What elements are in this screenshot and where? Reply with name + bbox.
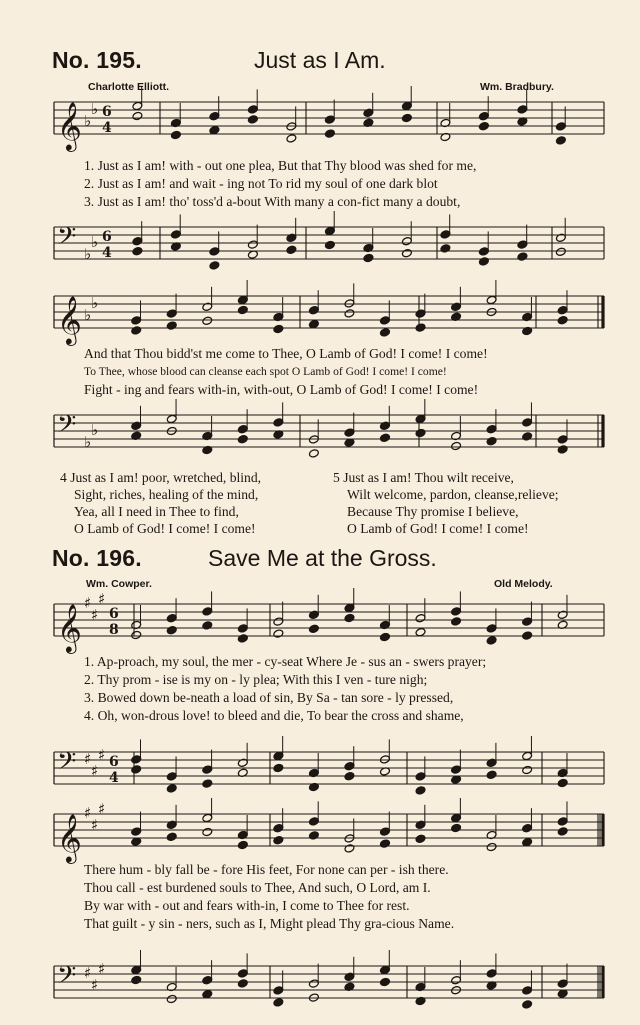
note-head (555, 136, 566, 145)
hymn-195-author: Charlotte Elliott. (88, 81, 170, 93)
note-head (478, 122, 489, 131)
sharp-icon: ♯ (84, 594, 92, 612)
verse-4-line-4: O Lamb of God! I come! I come! (74, 521, 256, 536)
note-head (202, 827, 213, 836)
time-signature-top: 6 (102, 104, 112, 120)
note-head (132, 247, 143, 256)
note-head (131, 975, 142, 984)
hymn-196-composer: Old Melody. (494, 578, 553, 590)
flat-icon: ♭ (91, 294, 99, 312)
verse-5-line-1: 5 Just as I am! Thou wilt receive, (333, 470, 514, 485)
note-head (557, 827, 568, 836)
hymn-196-verse-4-line-b: That guilt - y sin - ners, such as I, Might plead Thy gra-cious Name. (84, 916, 455, 931)
hymn-196-system-2-treble-staff (52, 800, 608, 862)
hymn-196-verse-3-line-b: By war with - out and fears with-in, I come to Thee for rest. (84, 898, 410, 913)
sharp-icon: ♯ (84, 750, 92, 768)
note-head (415, 428, 426, 437)
note-head (324, 129, 335, 138)
hymn-195-verse-1-line-b: And that Thou bidd'st me come to Thee, O Lamb of God! I come! I come! (84, 346, 488, 361)
hymn-196-system-1-treble-staff (52, 590, 608, 652)
time-signature-top: 6 (102, 229, 112, 245)
sharp-icon: ♯ (91, 762, 99, 780)
flat-icon: ♭ (91, 421, 99, 439)
note-head (209, 261, 220, 270)
hymn-195-title: Just as I Am. (254, 47, 386, 73)
time-signature-top: 6 (109, 606, 119, 622)
note-head (202, 316, 213, 325)
hymn-196-verse-1-line-b: There hum - bly fall be - fore His feet, For none can per - ish there. (84, 862, 449, 877)
note-head (131, 630, 142, 639)
note-head (247, 115, 258, 124)
flat-icon: ♭ (84, 433, 92, 451)
sharp-icon: ♯ (91, 816, 99, 834)
note-head (440, 244, 451, 253)
note-head (324, 240, 335, 249)
note-head (486, 437, 497, 446)
note-head (415, 786, 426, 795)
note-head (170, 130, 181, 139)
note-head (166, 321, 177, 330)
note-head (380, 839, 391, 848)
note-head (415, 834, 426, 843)
note-head (451, 441, 462, 450)
note-head (522, 432, 533, 441)
hymn-195-system-2-treble-staff (52, 288, 608, 344)
note-head (286, 245, 297, 254)
note-head (478, 257, 489, 266)
note-head (401, 249, 412, 258)
bass-clef-icon: 𝄢 (57, 961, 77, 996)
hymn-196-verse-1-line-a: 1. Ap-proach, my soul, the mer - cy-seat Where Je - sus an - swers prayer; (84, 654, 487, 669)
note-head (380, 632, 391, 641)
note-head (486, 636, 497, 645)
hymn-196-verse-3-line-a: 3. Bowed down be-neath a load of sin, By Sa - tan sore - ly pressed, (84, 690, 454, 705)
note-head (166, 994, 177, 1003)
verse-5-line-2: Wilt welcome, pardon, cleanse,relieve; (347, 487, 559, 502)
hymn-196-verse-2-line-a: 2. Thy prom - ise is my on - ly plea; With this I ven - ture nigh; (84, 672, 428, 687)
hymn-196-verse-4-line-a: 4. Oh, won-drous love! to bleed and die, To bear the cross and shame, (84, 708, 464, 723)
note-head (517, 252, 528, 261)
note-head (363, 253, 374, 262)
note-head (166, 626, 177, 635)
note-head (237, 305, 248, 314)
verse-5-line-4: O Lamb of God! I come! I come! (347, 521, 529, 536)
flat-icon: ♭ (91, 100, 99, 118)
note-head (344, 772, 355, 781)
note-head (132, 111, 143, 120)
sharp-icon: ♯ (91, 976, 99, 994)
sharp-icon: ♯ (98, 590, 106, 608)
note-head (522, 1000, 533, 1009)
sharp-icon: ♯ (98, 746, 106, 764)
note-head (131, 765, 142, 774)
hymn-195-verse-2-line-b: To Thee, whose blood can cleanse each spot O Lamb of God! I come! I come! (84, 365, 447, 378)
verse-5-line-3: Because Thy promise I believe, (347, 504, 519, 519)
hymn-195-system-2-bass-staff (52, 407, 608, 457)
note-head (237, 435, 248, 444)
note-head (522, 765, 533, 774)
time-signature-bottom: 4 (102, 245, 112, 261)
time-signature-top: 6 (109, 754, 119, 770)
note-head (415, 323, 426, 332)
hymn-196-system-1-bass-staff (52, 744, 608, 794)
hymn-195-verse-1-line-a: 1. Just as I am! with - out one plea, But that Thy blood was shed for me, (84, 158, 477, 173)
treble-clef-icon: 𝄞 (57, 101, 82, 150)
note-head (273, 836, 284, 845)
note-head (237, 634, 248, 643)
note-head (273, 998, 284, 1007)
time-signature-bottom: 4 (109, 770, 119, 786)
treble-clef-icon: 𝄞 (57, 295, 82, 344)
hymn-196-system-2-bass-staff (52, 958, 608, 1008)
note-head (344, 613, 355, 622)
bass-clef-icon: 𝄢 (57, 410, 77, 445)
note-head (308, 624, 319, 633)
sharp-icon: ♯ (84, 804, 92, 822)
note-head (486, 842, 497, 851)
time-signature-bottom: 4 (102, 120, 112, 136)
note-head (237, 979, 248, 988)
hymn-195-composer: Wm. Bradbury. (480, 81, 554, 93)
bass-clef-icon: 𝄢 (57, 222, 77, 257)
note-head (401, 113, 412, 122)
hymn-195-verse-2-line-a: 2. Just as I am! and wait - ing not To rid my soul of one dark blot (84, 176, 438, 191)
sharp-icon: ♯ (84, 964, 92, 982)
treble-clef-icon: 𝄞 (57, 603, 82, 652)
note-head (344, 309, 355, 318)
sharp-icon: ♯ (91, 606, 99, 624)
note-head (380, 977, 391, 986)
bass-clef-icon: 𝄢 (57, 747, 77, 782)
note-head (166, 784, 177, 793)
hymn-195-verse-3-line-b: Fight - ing and fears with-in, with-out, O Lamb of God! I come! I come! (84, 382, 479, 397)
hymn-196-verse-2-line-b: Thou call - est burdened souls to Thee, And such, O Lord, am I. (84, 880, 431, 895)
hymn-195-verse-3-line-a: 3. Just as I am! tho' toss'd a-bout With many a con-fict many a doubt, (84, 194, 461, 209)
note-head (344, 844, 355, 853)
verse-4-line-3: Yea, all I need in Thee to find, (74, 504, 239, 519)
note-head (202, 621, 213, 630)
hymn-195-verse-4 (60, 469, 261, 537)
note-head (273, 763, 284, 772)
note-head (555, 247, 566, 256)
verse-4-line-1: 4 Just as I am! poor, wretched, blind, (60, 470, 262, 485)
note-head (202, 779, 213, 788)
note-head (308, 449, 319, 458)
hymn-196-author: Wm. Cowper. (86, 578, 152, 590)
note-head (308, 831, 319, 840)
note-head (451, 617, 462, 626)
note-head (486, 770, 497, 779)
note-head (557, 778, 568, 787)
hymn-195-system-1-bass-staff (52, 219, 608, 269)
treble-clef-icon: 𝄞 (57, 813, 82, 862)
note-head (522, 631, 533, 640)
sharp-icon: ♯ (98, 800, 106, 818)
flat-icon: ♭ (91, 233, 99, 251)
note-head (273, 324, 284, 333)
flat-icon: ♭ (84, 306, 92, 324)
note-head (451, 823, 462, 832)
note-head (273, 629, 284, 638)
time-signature-bottom: 8 (109, 622, 119, 638)
note-head (131, 326, 142, 335)
note-head (557, 445, 568, 454)
note-head (557, 316, 568, 325)
flat-icon: ♭ (84, 245, 92, 263)
sharp-icon: ♯ (98, 960, 106, 978)
note-head (286, 134, 297, 143)
flat-icon: ♭ (84, 112, 92, 130)
hymn-195-verse-5 (333, 469, 559, 537)
note-head (237, 840, 248, 849)
verse-4-line-2: Sight, riches, healing of the mind, (74, 487, 259, 502)
hymn-196-title: Save Me at the Gross. (208, 545, 437, 571)
note-head (380, 328, 391, 337)
note-head (380, 433, 391, 442)
note-head (166, 832, 177, 841)
hymn-195-number: No. 195. (52, 47, 142, 73)
hymn-196-number: No. 196. (52, 545, 142, 571)
hymn-195-system-1-treble-staff (52, 94, 608, 150)
